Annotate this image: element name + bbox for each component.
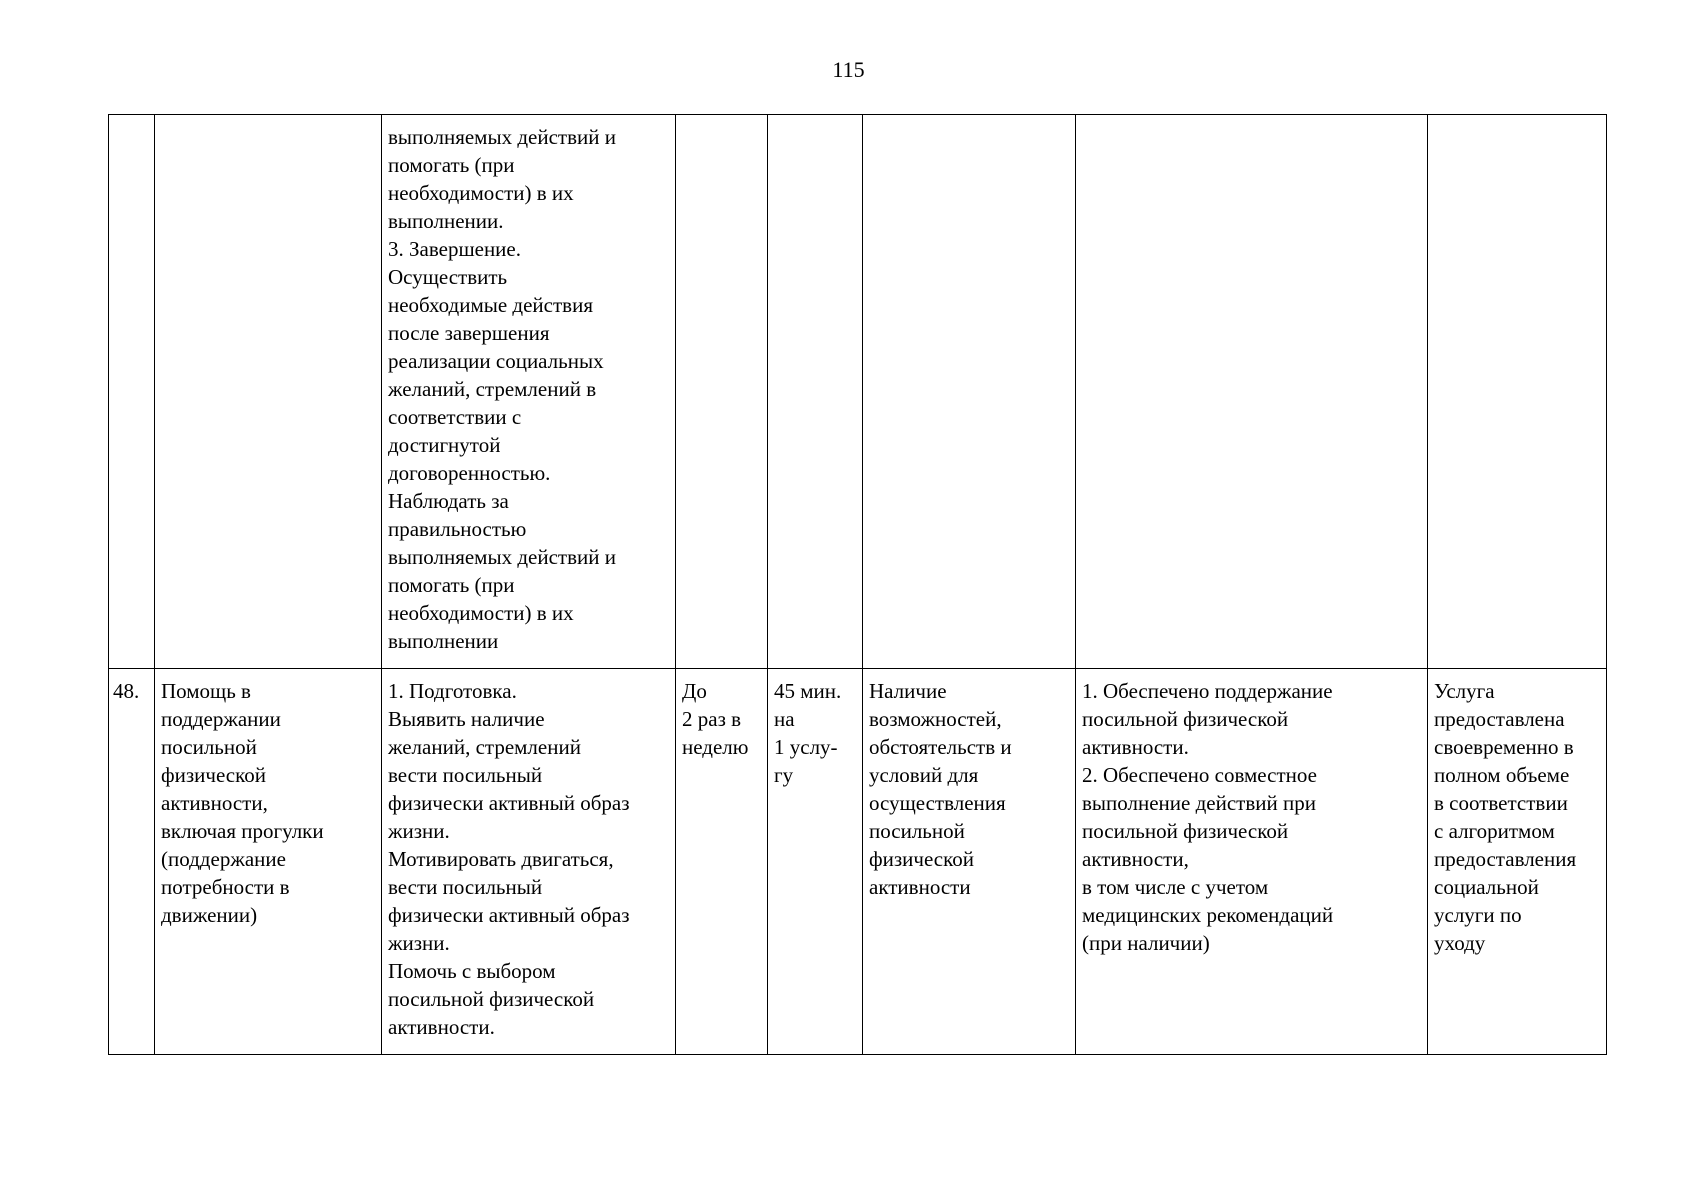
quality-cell — [1428, 115, 1607, 669]
service-name-cell — [155, 115, 382, 669]
services-table — [108, 114, 1607, 1055]
conditions-cell — [863, 115, 1076, 669]
conditions-cell: Наличие возможностей, обстоятельств и условий для осуществления посильной физической активности — [863, 669, 1076, 1055]
table-row — [109, 115, 1607, 669]
page-number: 115 — [832, 57, 865, 82]
frequency-cell — [676, 115, 768, 669]
row-number-cell: 48. — [109, 669, 155, 1055]
table-row — [109, 669, 1607, 1055]
results-cell — [1076, 115, 1428, 669]
quality-cell: Услуга предоставлена своевременно в полном объеме в соответствии с алгоритмом предоставления социальной услуги по уходу — [1428, 669, 1607, 1055]
procedure-cell: 1. Подготовка. Выявить наличие желаний, стремлений вести посильный физически активный образ жизни. Мотивировать двигаться, вести посильный физически активный образ жизни. Помочь с выбором посильной физической активности. — [382, 669, 676, 1055]
service-name-cell: Помощь в поддержании посильной физической активности, включая прогулки (поддержание потребности в движении) — [155, 669, 382, 1055]
results-cell: 1. Обеспечено поддержание посильной физической активности. 2. Обеспечено совместное выполнение действий при посильной физической активности, в том числе с учетом медицинских рекомендаций (при наличии) — [1076, 669, 1428, 1055]
frequency-cell: До 2 раз в неделю — [676, 669, 768, 1055]
procedure-cell: выполняемых действий и помогать (при необходимости) в их выполнении. 3. Завершение. Осуществить необходимые действия после завершения реализации социальных желаний, стремлений в соответствии с достигнутой договоренностью. Наблюдать за правильностью выполняемых действий и помогать (при необходимости) в их выполнении — [382, 115, 676, 669]
row-number-cell — [109, 115, 155, 669]
duration-cell — [768, 115, 863, 669]
duration-cell: 45 мин. на 1 услу- гу — [768, 669, 863, 1055]
